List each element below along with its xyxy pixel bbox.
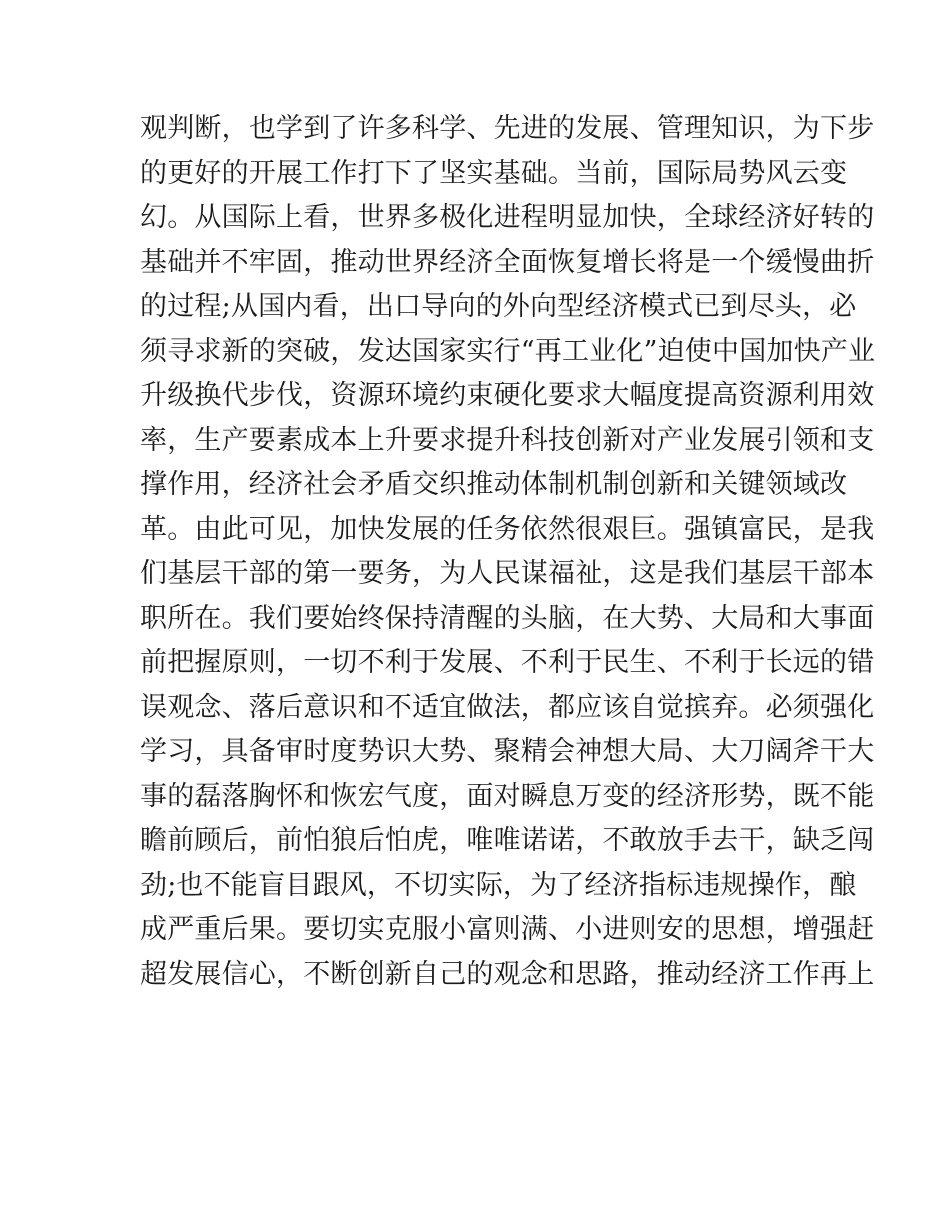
text-line-3: 幻。从国际上看，世界多极化进程明显加快，全球经济好转的 <box>140 202 875 233</box>
text-line-14: 误观念、落后意识和不适宜做法，都应该自觉摈弃。必须强化 <box>140 691 875 723</box>
text-line-15: 学习，具备审时度势识大势、聚精会神想大局、大刀阔斧干大 <box>140 736 875 767</box>
text-line-6: 须寻求新的突破，发达国家实行“再工业化”迫使中国加快产业 <box>140 335 876 367</box>
text-line-7: 升级换代步伐，资源环境约束硬化要求大幅度提高资源利用效 <box>140 380 875 411</box>
text-line-11: 们基层干部的第一要务，为人民谋福祉，这是我们基层干部本 <box>140 558 875 589</box>
text-line-10: 革。由此可见，加快发展的任务依然很艰巨。强镇富民，是我 <box>140 513 875 545</box>
body-text <box>140 107 876 997</box>
text-line-20: 超发展信心，不断创新自己的观念和思路，推动经济工作再上 <box>140 958 875 990</box>
text-line-9: 撑作用，经济社会矛盾交织推动体制机制创新和关键领域改 <box>140 469 848 500</box>
text-line-8: 率，生产要素成本上升要求提升科技创新对产业发展引领和支 <box>140 424 875 456</box>
text-line-1: 观判断，也学到了许多科学、先进的发展、管理知识，为下步 <box>140 113 875 144</box>
text-line-16: 事的磊落胸怀和恢宏气度，面对瞬息万变的经济形势，既不能 <box>140 780 875 812</box>
text-line-4: 基础并不牢固，推动世界经济全面恢复增长将是一个缓慢曲折 <box>140 246 875 278</box>
text-line-12: 职所在。我们要始终保持清醒的头脑，在大势、大局和大事面 <box>140 602 875 634</box>
text-line-2: 的更好的开展工作打下了坚实基础。当前，国际局势风云变 <box>140 157 848 189</box>
text-line-5: 的过程;从国内看，出口导向的外向型经济模式已到尽头，必 <box>140 291 857 322</box>
text-line-19: 成严重后果。要切实克服小富则满、小进则安的思想，增强赶 <box>140 914 875 945</box>
text-line-18: 劲;也不能盲目跟风，不切实际，为了经济指标违规操作，酿 <box>140 869 857 901</box>
text-line-17: 瞻前顾后，前怕狼后怕虎，唯唯诺诺，不敢放手去干，缺乏闯 <box>140 825 875 856</box>
text-line-13: 前把握原则，一切不利于发展、不利于民生、不利于长远的错 <box>140 647 875 678</box>
